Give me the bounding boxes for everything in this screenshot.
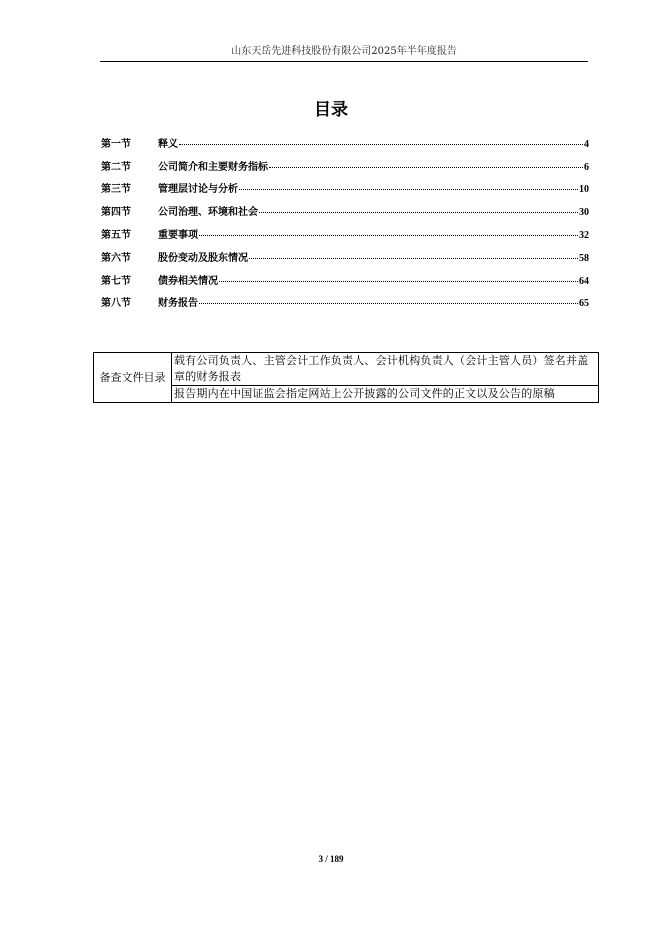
toc-section-number: 第二节 (101, 161, 131, 173)
toc-section-number: 第四节 (101, 207, 131, 219)
toc-section-number: 第八节 (101, 298, 131, 310)
toc-dot-leader (199, 303, 578, 304)
toc-entry (158, 272, 589, 287)
toc-dot-leader (239, 189, 578, 190)
toc-page-number: 58 (579, 252, 589, 264)
toc-page-number: 32 (579, 230, 589, 242)
header-divider (100, 61, 588, 62)
toc-entry (158, 158, 589, 173)
toc-section-number: 第三节 (101, 184, 131, 196)
toc-section-name: 股份变动及股东情况 (158, 252, 248, 264)
toc-dot-leader (219, 281, 578, 282)
toc-entry (158, 249, 589, 264)
toc-page-number: 10 (579, 184, 589, 196)
toc-row[interactable] (101, 199, 589, 222)
toc-section-name: 财务报告 (158, 298, 198, 310)
toc-section-number: 第五节 (101, 230, 131, 242)
toc-section-name: 释义 (158, 138, 178, 150)
toc-page-number: 4 (584, 138, 589, 150)
toc-entry (158, 180, 589, 195)
toc-dot-leader (269, 167, 583, 168)
table-row (94, 353, 599, 386)
toc-entry (158, 203, 589, 218)
toc-row[interactable] (101, 222, 589, 245)
toc-section-name: 公司简介和主要财务指标 (158, 161, 268, 173)
toc-dot-leader (259, 212, 578, 213)
reference-document-item: 载有公司负责人、主管会计工作负责人、会计机构负责人（会计主管人员）签名并盖章的财务报表 (172, 353, 599, 386)
toc-section-name: 管理层讨论与分析 (158, 184, 238, 196)
toc-row[interactable] (101, 177, 589, 200)
toc-section-number: 第六节 (101, 252, 131, 264)
toc-dot-leader (179, 144, 583, 145)
toc-entry (158, 135, 589, 150)
page-number: 3 / 189 (318, 854, 344, 864)
toc-section-number: 第七节 (101, 275, 131, 287)
toc-dot-leader (199, 235, 578, 236)
toc-entry (158, 294, 589, 309)
toc-page-number: 30 (579, 207, 589, 219)
toc-row[interactable] (101, 245, 589, 268)
toc-title: 目录 (314, 100, 348, 120)
reference-document-item: 报告期内在中国证监会指定网站上公开披露的公司文件的正文以及公告的原稿 (172, 386, 599, 403)
toc-row[interactable] (101, 268, 589, 291)
toc-entry (158, 226, 589, 241)
toc-page-number: 64 (579, 275, 589, 287)
toc-row[interactable] (101, 154, 589, 177)
toc-section-name: 债券相关情况 (158, 275, 218, 287)
toc-page-number: 6 (584, 161, 589, 173)
toc-row[interactable] (101, 131, 589, 154)
reference-documents-label: 备查文件目录 (94, 353, 172, 403)
toc-section-number: 第一节 (101, 138, 131, 150)
toc-dot-leader (249, 258, 578, 259)
reference-documents-table (93, 352, 599, 403)
toc-page-number: 65 (579, 298, 589, 310)
toc-section-name: 重要事项 (158, 230, 198, 242)
page-header: 山东天岳先进科技股份有限公司2025年半年度报告 (231, 46, 457, 57)
toc-section-name: 公司治理、环境和社会 (158, 207, 258, 219)
toc-row[interactable] (101, 291, 589, 314)
table-of-contents (101, 131, 589, 313)
